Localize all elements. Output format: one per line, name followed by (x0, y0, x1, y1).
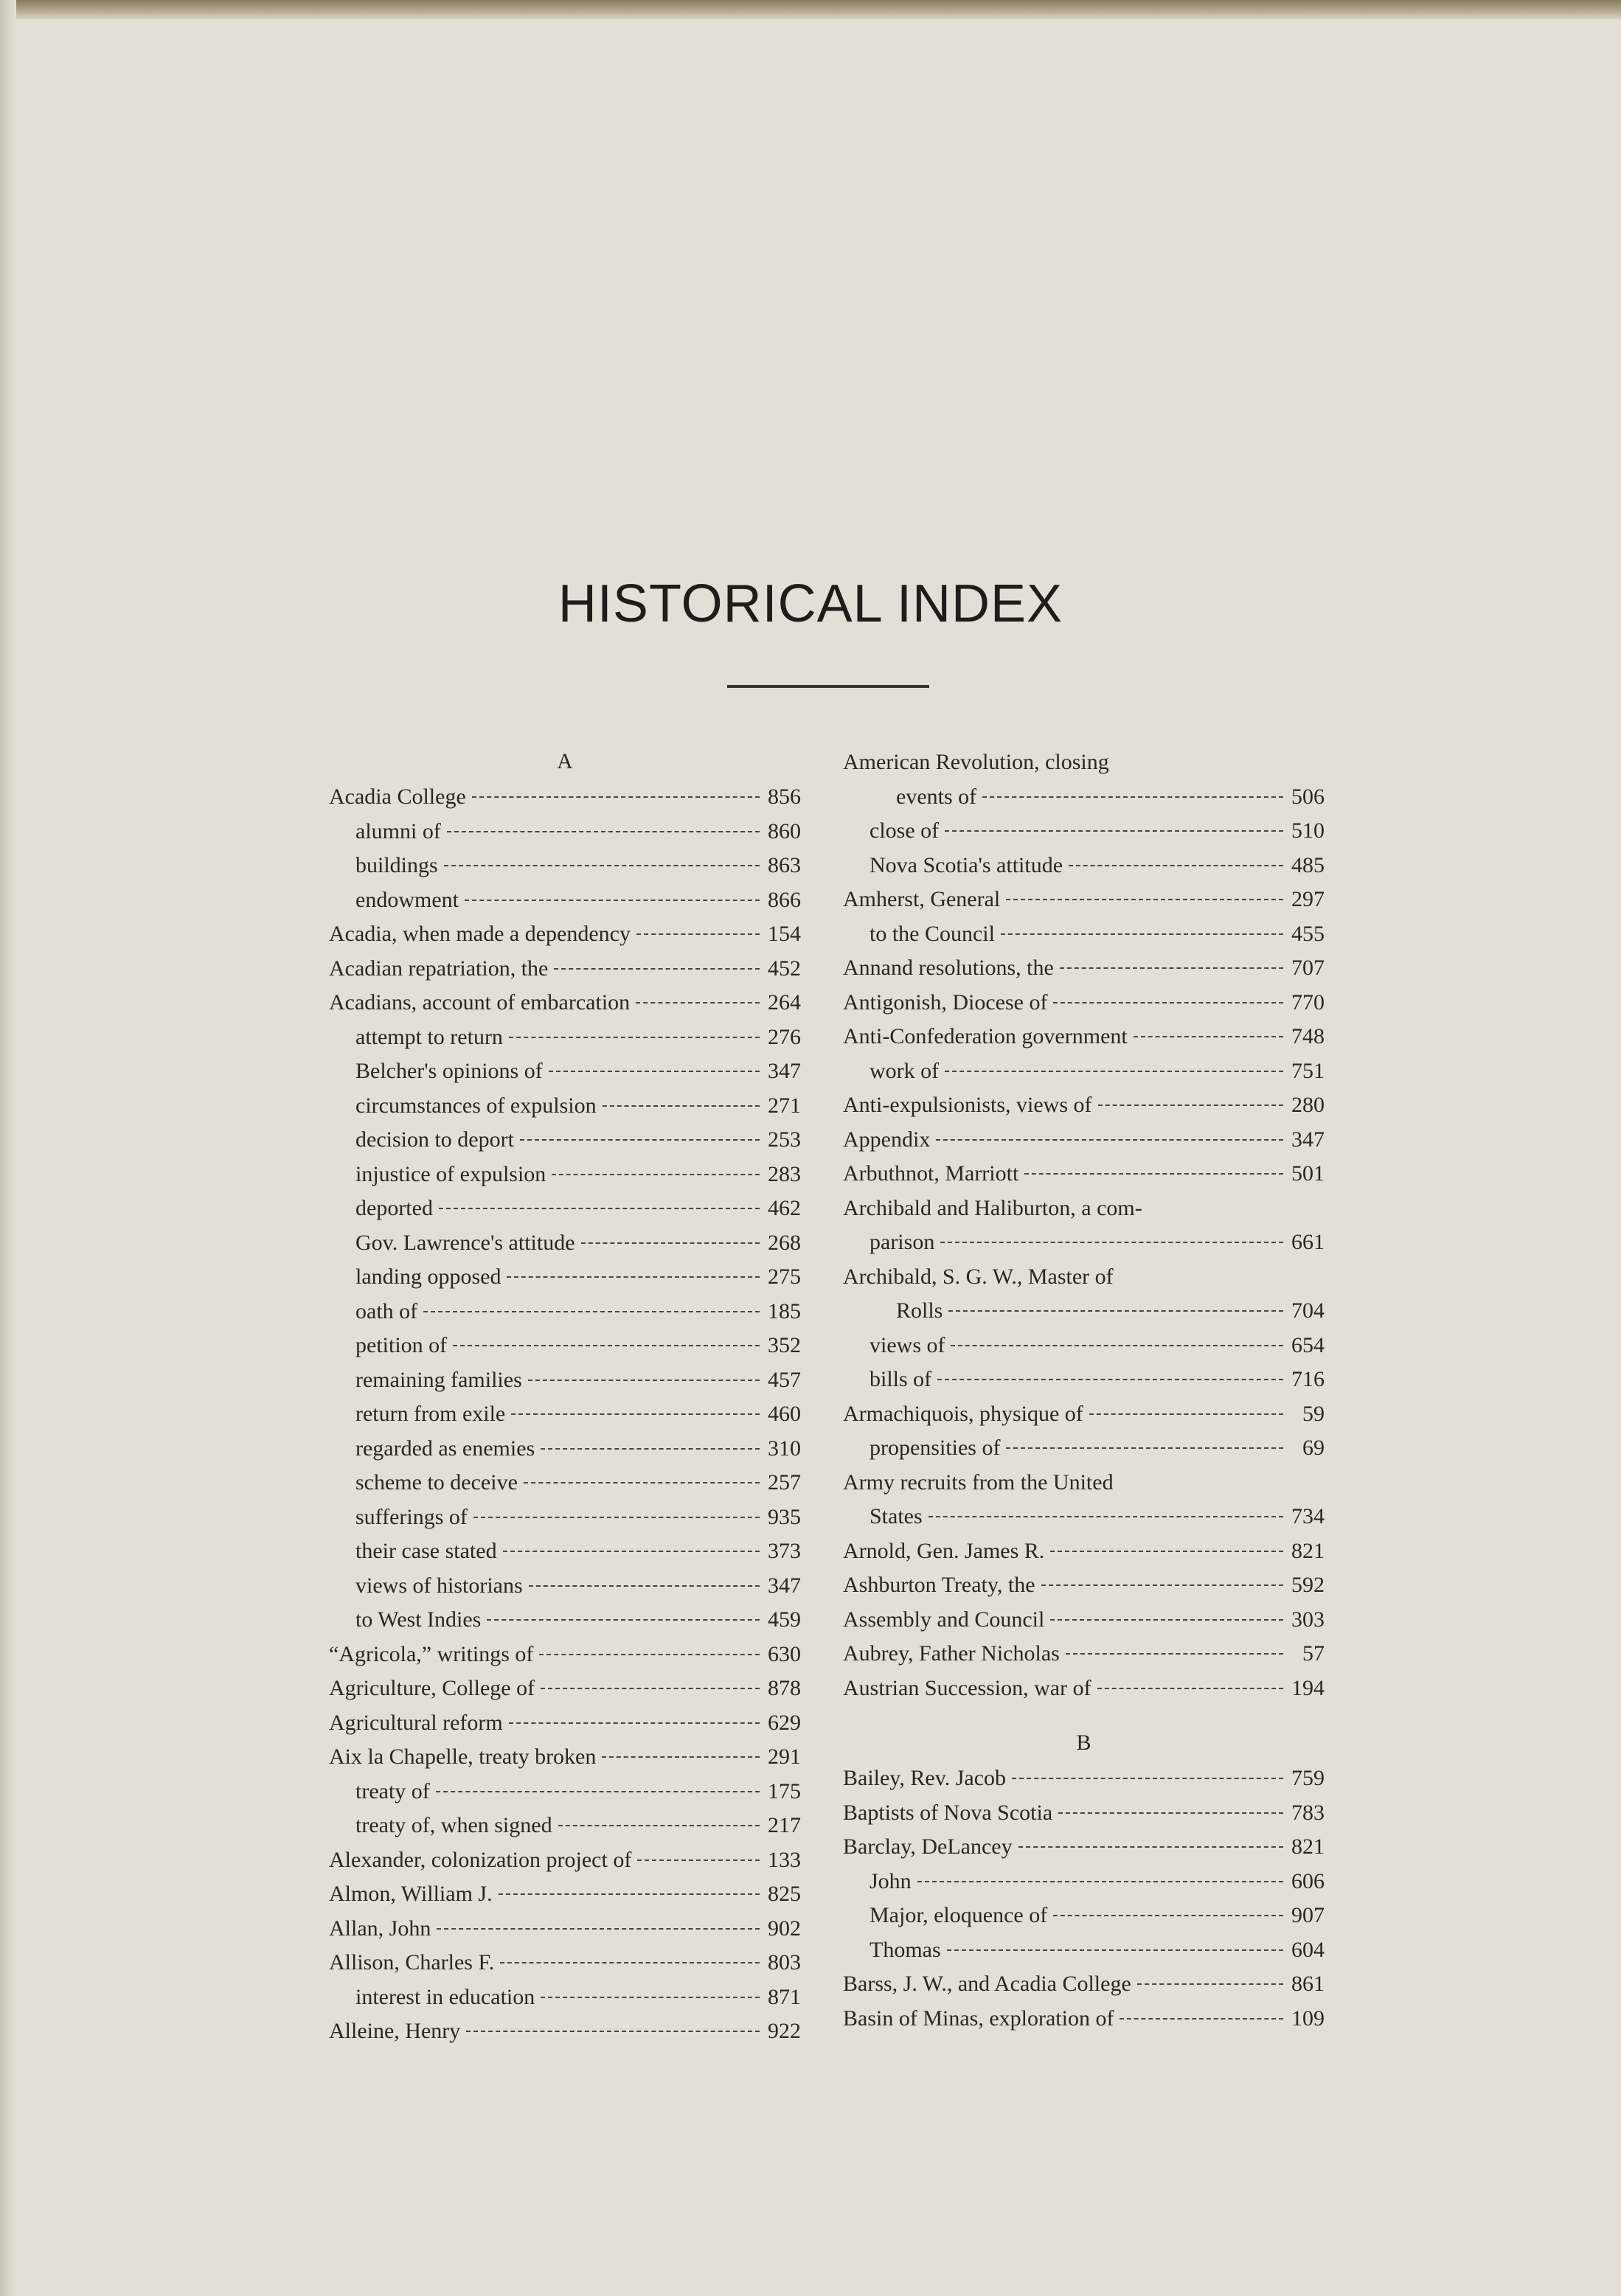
dot-leader (1089, 1413, 1283, 1415)
section-letter-a: A (557, 749, 573, 773)
page-title: HISTORICAL INDEX (558, 574, 1063, 633)
entry-page-number: 283 (768, 1161, 801, 1186)
entry-page-number: 275 (768, 1264, 801, 1289)
entry-text: Allison, Charles F. (329, 1950, 495, 1975)
dot-leader (487, 1619, 760, 1621)
entry-text: remaining families (355, 1367, 522, 1392)
index-entry (843, 1466, 1325, 1500)
dot-leader (928, 1516, 1283, 1517)
entry-text: Antigonish, Diocese of (843, 989, 1048, 1015)
entry-text: Alleine, Henry (329, 2019, 461, 2043)
dot-leader (499, 1893, 760, 1895)
index-entry (843, 1192, 1325, 1226)
entry-text: treaty of (355, 1778, 430, 1803)
entry-page-number: 457 (768, 1367, 801, 1392)
dot-leader (937, 1379, 1283, 1380)
index-entry (843, 1830, 1325, 1865)
entry-page-number: 69 (1302, 1436, 1325, 1460)
entry-text: American Revolution, closing (843, 750, 1109, 774)
index-entry (329, 1363, 801, 1398)
entry-page-number: 704 (1291, 1298, 1325, 1323)
entry-text: Appendix (843, 1127, 931, 1152)
entry-text: Basin of Minas, exploration of (843, 2005, 1114, 2031)
dot-leader (1053, 1002, 1283, 1003)
index-entry (329, 1500, 801, 1535)
entry-page-number: 501 (1291, 1161, 1325, 1186)
index-entry (329, 815, 801, 849)
dot-leader (636, 1002, 760, 1003)
index-entry (843, 1761, 1325, 1796)
entry-text: petition of (355, 1333, 448, 1357)
entry-text: Agricultural reform (329, 1710, 503, 1735)
entry-page-number: 194 (1291, 1675, 1325, 1700)
entry-page-number: 253 (768, 1127, 801, 1152)
index-entry (329, 1671, 801, 1706)
entry-page-number: 821 (1291, 1834, 1325, 1859)
entry-page-number: 902 (768, 1916, 801, 1941)
index-entry (329, 1089, 801, 1124)
entry-page-number: 759 (1291, 1766, 1325, 1790)
index-entry (329, 1912, 801, 1947)
entry-text: Bailey, Rev. Jacob (843, 1766, 1007, 1790)
entry-page-number: 935 (768, 1504, 801, 1529)
index-entry (843, 1933, 1325, 1968)
entry-page-number: 310 (768, 1436, 801, 1461)
index-entry (843, 1054, 1325, 1089)
index-entries-left (329, 780, 801, 2049)
entry-text: regarded as enemies (355, 1436, 535, 1461)
entry-text: views of (869, 1332, 945, 1357)
entry-page-number: 347 (1291, 1127, 1325, 1152)
dot-leader (1060, 967, 1283, 969)
index-entry (843, 1865, 1325, 1899)
entry-page-number: 257 (768, 1470, 801, 1495)
dot-leader (1069, 865, 1283, 866)
entry-page-number: 462 (768, 1196, 801, 1220)
entry-text: buildings (355, 853, 438, 877)
dot-leader (541, 1688, 760, 1689)
entry-text: Archibald, S. G. W., Master of (843, 1264, 1114, 1289)
entry-page-number: 871 (768, 1984, 801, 2009)
entry-page-number: 280 (1291, 1093, 1325, 1117)
entry-page-number: 506 (1291, 784, 1325, 809)
dot-leader (603, 1105, 760, 1107)
index-entry (329, 917, 801, 952)
entry-page-number: 629 (768, 1710, 801, 1735)
dot-leader (1041, 1584, 1283, 1586)
dot-leader (1097, 1688, 1283, 1689)
entry-text: Nova Scotia's attitude (869, 852, 1063, 877)
entry-page-number: 154 (768, 922, 801, 946)
entry-page-number: 175 (768, 1778, 801, 1803)
entry-text: Major, eloquence of (869, 1903, 1048, 1927)
index-entry (329, 1260, 801, 1295)
dot-leader (945, 1071, 1283, 1072)
index-column-left (329, 743, 801, 2049)
index-entries-right-b (843, 1761, 1325, 2036)
index-entry (843, 1397, 1325, 1432)
entry-page-number: 907 (1291, 1903, 1325, 1927)
entry-page-number: 276 (768, 1024, 801, 1049)
index-entry (843, 1088, 1325, 1123)
entry-text: Aubrey, Father Nicholas (843, 1641, 1060, 1666)
dot-leader (1066, 1653, 1283, 1655)
dot-leader (552, 1174, 760, 1175)
index-entry (329, 952, 801, 987)
index-entry (843, 849, 1325, 883)
entry-text: Anti-Confederation government (843, 1024, 1128, 1048)
index-entry (329, 1603, 801, 1638)
dot-leader (951, 1345, 1283, 1346)
entry-page-number: 133 (768, 1847, 801, 1872)
index-entry (329, 1192, 801, 1226)
dot-leader (948, 1310, 1283, 1312)
index-entry (843, 1534, 1325, 1569)
dot-leader (444, 865, 760, 866)
entry-text: Arbuthnot, Marriott (843, 1161, 1019, 1186)
entry-text: John (869, 1868, 912, 1893)
index-entry (843, 1260, 1325, 1295)
index-entry (329, 1158, 801, 1192)
dot-leader (1024, 1173, 1283, 1175)
index-entry (843, 1157, 1325, 1192)
entry-text: Army recruits from the United (843, 1469, 1114, 1495)
dot-leader (581, 1242, 760, 1244)
entry-text: Baptists of Nova Scotia (843, 1800, 1053, 1825)
entry-page-number: 452 (768, 956, 801, 981)
entry-page-number: 373 (768, 1539, 801, 1563)
dot-leader (602, 1756, 760, 1758)
dot-leader (1098, 1104, 1284, 1106)
entry-page-number: 109 (1291, 2005, 1325, 2031)
entry-text: Acadia, when made a dependency (329, 922, 631, 946)
dot-leader (520, 1139, 760, 1141)
entry-text: events of (896, 784, 977, 809)
dot-leader (940, 1242, 1283, 1243)
entry-page-number: 291 (768, 1744, 801, 1769)
entry-page-number: 734 (1291, 1504, 1325, 1528)
entry-text: their case stated (355, 1539, 497, 1563)
index-entry (843, 814, 1325, 849)
dot-leader (982, 796, 1283, 798)
entry-page-number: 57 (1302, 1641, 1325, 1666)
dot-leader (917, 1881, 1283, 1882)
dot-leader (423, 1311, 760, 1312)
entry-text: Aix la Chapelle, treaty broken (329, 1744, 597, 1769)
entry-text: oath of (355, 1298, 418, 1323)
dot-leader (503, 1551, 760, 1552)
entry-text: Anti-expulsionists, views of (843, 1093, 1092, 1117)
dot-leader (1018, 1846, 1283, 1848)
dot-leader (465, 900, 760, 901)
entry-text: endowment (355, 887, 459, 912)
dot-leader (524, 1482, 760, 1483)
entry-text: Barclay, DeLancey (843, 1834, 1013, 1859)
index-entry (329, 1980, 801, 2015)
dot-leader (509, 1037, 760, 1038)
index-entry (329, 1432, 801, 1467)
entry-page-number: 716 (1291, 1367, 1325, 1391)
index-entry (329, 1329, 801, 1363)
entry-text: return from exile (355, 1402, 506, 1426)
dot-leader (541, 1448, 760, 1450)
index-entry (329, 1946, 801, 1980)
dot-leader (453, 1345, 760, 1346)
entry-text: Armachiquois, physique of (843, 1401, 1083, 1426)
entry-text: to the Council (869, 921, 995, 946)
index-entry (329, 1740, 801, 1775)
dot-leader (473, 1517, 760, 1518)
entry-text: Ashburton Treaty, the (843, 1573, 1035, 1597)
index-entry (843, 1637, 1325, 1671)
entry-text: parison (869, 1230, 935, 1254)
dot-leader (507, 1276, 760, 1278)
index-entry (843, 1431, 1325, 1466)
entry-page-number: 459 (768, 1607, 801, 1632)
entry-page-number: 803 (768, 1950, 801, 1975)
dot-leader (500, 1962, 760, 1963)
index-entry (329, 1638, 801, 1672)
entry-page-number: 606 (1291, 1868, 1325, 1893)
dot-leader (936, 1139, 1283, 1141)
dot-leader (529, 1585, 760, 1587)
dot-leader (528, 1380, 760, 1381)
entry-text: propensities of (869, 1436, 1001, 1460)
index-entry (843, 1329, 1325, 1363)
page-spine-shadow (0, 0, 16, 2296)
entry-page-number: 866 (768, 887, 801, 912)
entry-page-number: 604 (1291, 1937, 1325, 1962)
dot-leader (1006, 899, 1283, 900)
entry-page-number: 860 (768, 818, 801, 843)
title-rule (727, 685, 929, 688)
entry-page-number: 770 (1291, 989, 1325, 1015)
entry-page-number: 303 (1291, 1607, 1325, 1632)
entry-page-number: 856 (768, 785, 801, 809)
dot-leader (1058, 1812, 1283, 1814)
index-entry (329, 849, 801, 883)
dot-leader (539, 1654, 760, 1655)
dot-leader (558, 1825, 760, 1826)
index-entry (843, 1603, 1325, 1638)
entry-text: Gov. Lawrence's attitude (355, 1230, 575, 1255)
entry-page-number: 59 (1302, 1401, 1325, 1426)
index-entry (329, 2014, 801, 2049)
entry-page-number: 863 (768, 853, 801, 877)
entry-text: Annand resolutions, the (843, 956, 1054, 980)
entry-page-number: 347 (768, 1059, 801, 1083)
entry-text: scheme to deceive (355, 1470, 518, 1495)
entry-page-number: 455 (1291, 921, 1325, 946)
dot-leader (511, 1413, 760, 1415)
entry-text: Almon, William J. (329, 1882, 493, 1906)
entry-text: bills of (869, 1367, 932, 1391)
entry-text: injustice of expulsion (355, 1161, 546, 1186)
index-entry (329, 1809, 801, 1843)
entry-text: decision to deport (355, 1127, 514, 1152)
entry-page-number: 217 (768, 1813, 801, 1837)
entry-page-number: 878 (768, 1676, 801, 1700)
entry-page-number: 630 (768, 1641, 801, 1666)
index-entry (329, 1054, 801, 1089)
dot-leader (436, 1791, 760, 1792)
entry-text: sufferings of (355, 1504, 468, 1529)
entry-page-number: 347 (768, 1573, 801, 1598)
section-letter-b: B (1076, 1730, 1091, 1755)
index-entry (843, 1123, 1325, 1158)
index-entry (329, 1569, 801, 1604)
dot-leader (549, 1071, 760, 1072)
index-entry (843, 951, 1325, 986)
index-entry (329, 1466, 801, 1500)
dot-leader (1001, 933, 1283, 935)
index-entry (329, 1877, 801, 1912)
dot-leader (541, 1997, 760, 1998)
index-entry (329, 1020, 801, 1055)
entry-text: deported (355, 1196, 433, 1220)
dot-leader (1134, 1036, 1283, 1037)
entry-page-number: 661 (1291, 1230, 1325, 1254)
dot-leader (447, 831, 760, 832)
entry-page-number: 861 (1291, 1972, 1325, 1996)
index-entry (843, 1020, 1325, 1054)
entry-page-number: 485 (1291, 852, 1325, 877)
dot-leader (947, 1949, 1283, 1951)
entry-page-number: 352 (768, 1333, 801, 1357)
entry-text: Thomas (869, 1937, 941, 1962)
index-entry (329, 1706, 801, 1741)
entry-text: Rolls (896, 1298, 943, 1323)
index-entry (843, 1363, 1325, 1397)
entry-page-number: 297 (1291, 887, 1325, 911)
index-entry (843, 745, 1325, 780)
dot-leader (1120, 2018, 1283, 2020)
entry-page-number: 268 (768, 1230, 801, 1255)
entry-text: alumni of (355, 818, 441, 843)
entry-page-number: 654 (1291, 1332, 1325, 1357)
index-entry (843, 1967, 1325, 2002)
dot-leader (637, 1860, 760, 1861)
index-entry (843, 1500, 1325, 1534)
dot-leader (636, 933, 760, 935)
entry-text: close of (869, 818, 940, 843)
index-entry (843, 917, 1325, 952)
entry-text: Agriculture, College of (329, 1676, 535, 1700)
index-entry (843, 1671, 1325, 1706)
page-top-edge (0, 0, 1621, 19)
entry-text: Austrian Succession, war of (843, 1675, 1091, 1700)
entry-page-number: 748 (1291, 1024, 1325, 1048)
entry-text: interest in education (355, 1984, 535, 2009)
dot-leader (554, 968, 760, 970)
index-entry (843, 883, 1325, 917)
index-entry (843, 1225, 1325, 1260)
index-entry (329, 1123, 801, 1158)
entry-text: Alexander, colonization project of (329, 1847, 632, 1872)
entry-page-number: 460 (768, 1402, 801, 1426)
dot-leader (472, 796, 760, 798)
dot-leader (466, 2031, 760, 2032)
entry-text: Archibald and Haliburton, a com- (843, 1195, 1142, 1220)
dot-leader (1050, 1551, 1283, 1552)
entry-page-number: 821 (1291, 1538, 1325, 1563)
index-column-right (843, 745, 1325, 2036)
entry-text: Allan, John (329, 1916, 431, 1941)
index-entry (843, 1294, 1325, 1329)
entry-page-number: 751 (1291, 1058, 1325, 1083)
index-entry (843, 986, 1325, 1020)
entry-text: Barss, J. W., and Acadia College (843, 1972, 1131, 1996)
entry-text: landing opposed (355, 1264, 501, 1289)
dot-leader (945, 830, 1283, 832)
index-entry (329, 1843, 801, 1878)
entry-page-number: 592 (1291, 1573, 1325, 1597)
dot-leader (1053, 1915, 1283, 1916)
index-entry (329, 1534, 801, 1569)
entry-text: attempt to return (355, 1024, 503, 1049)
dot-leader (1006, 1447, 1283, 1449)
index-entry (329, 986, 801, 1020)
entry-text: Belcher's opinions of (355, 1059, 543, 1083)
dot-leader (1137, 1983, 1283, 1985)
dot-leader (437, 1928, 760, 1930)
index-entry (329, 883, 801, 918)
index-entry (329, 1775, 801, 1809)
entry-page-number: 825 (768, 1882, 801, 1906)
index-entry (329, 780, 801, 815)
entry-text: Arnold, Gen. James R. (843, 1538, 1045, 1563)
index-entry (329, 1295, 801, 1329)
entry-text: Assembly and Council (843, 1607, 1045, 1632)
entry-text: views of historians (355, 1573, 523, 1598)
index-entry (329, 1397, 801, 1432)
index-entry (843, 780, 1325, 815)
entry-text: Amherst, General (843, 887, 1001, 911)
index-entry (843, 1899, 1325, 1933)
entry-text: Acadians, account of embarcation (329, 990, 631, 1015)
entry-page-number: 271 (768, 1093, 801, 1118)
entry-text: States (869, 1504, 923, 1528)
entry-page-number: 707 (1291, 956, 1325, 980)
entry-text: work of (869, 1058, 940, 1083)
entry-text: treaty of, when signed (355, 1813, 552, 1837)
entry-page-number: 264 (768, 990, 801, 1015)
entry-text: “Agricola,” writings of (329, 1641, 534, 1666)
entry-page-number: 185 (768, 1298, 801, 1323)
dot-leader (439, 1208, 760, 1209)
index-entry (843, 1568, 1325, 1603)
dot-leader (509, 1722, 760, 1724)
index-entry (843, 2002, 1325, 2036)
entry-page-number: 922 (768, 2019, 801, 2043)
entry-text: Acadian repatriation, the (329, 956, 549, 981)
entry-page-number: 783 (1291, 1800, 1325, 1825)
index-entry (843, 1796, 1325, 1831)
dot-leader (1012, 1778, 1283, 1779)
index-entry (329, 1226, 801, 1261)
entry-text: to West Indies (355, 1607, 482, 1632)
dot-leader (1050, 1619, 1283, 1621)
entry-page-number: 510 (1291, 818, 1325, 843)
entry-text: circumstances of expulsion (355, 1093, 597, 1118)
entry-text: Acadia College (329, 785, 466, 809)
index-entries-right-a (843, 745, 1325, 1705)
